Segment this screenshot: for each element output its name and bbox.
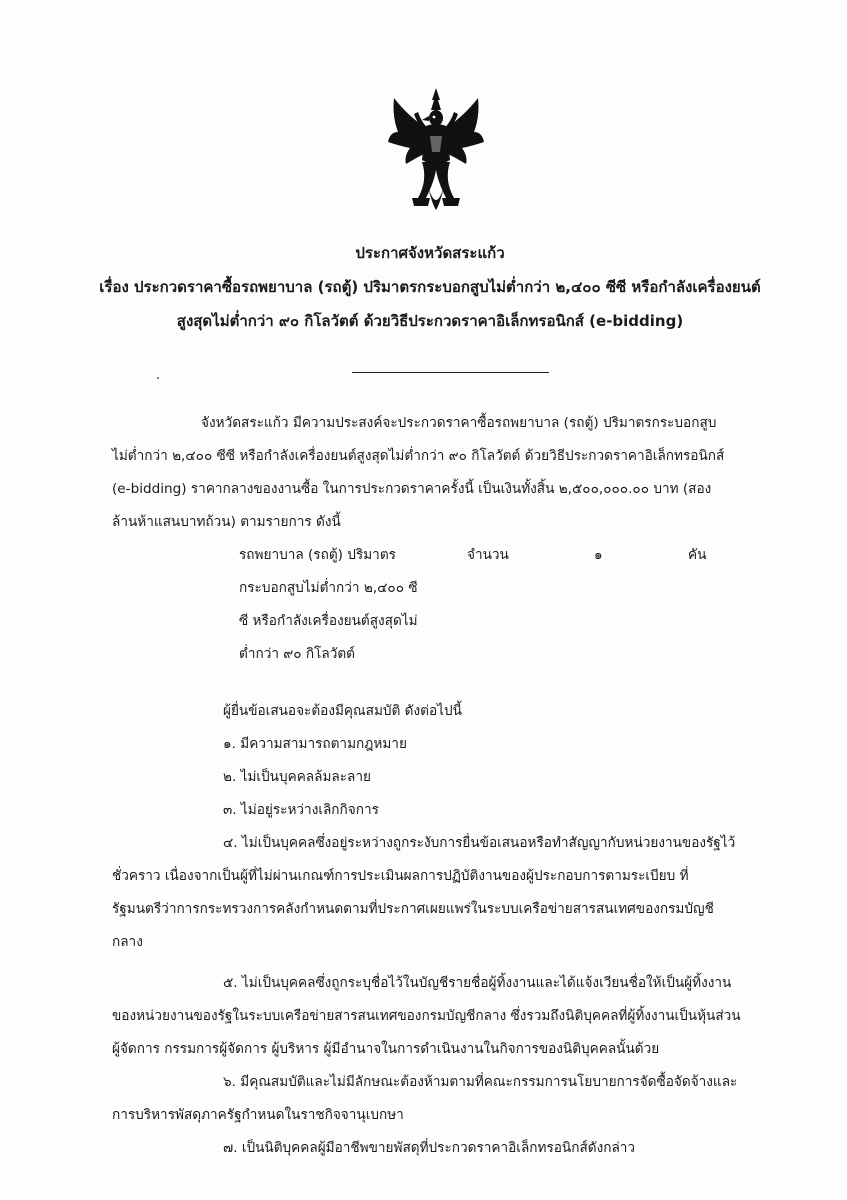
spacer xyxy=(171,671,771,695)
qualifications-heading: ผู้ยื่นข้อเสนอจะต้องมีคุณสมบัติ ดังต่อไปนี้ xyxy=(223,703,462,719)
qualification-2: ๒. ไม่เป็นบุคคลล้มละลาย xyxy=(223,769,371,785)
qualification-5-line-3: ผู้จัดการ กรรมการผู้จัดการ ผู้บริหาร ผู้มีอำนาจในการดำเนินงานในกิจการของนิติบุคคลนั้นด้วย xyxy=(112,1041,660,1057)
qualification-4-line-3: รัฐมนตรีว่าการกระทรวงการคลังกำหนดตามที่ประกาศเผยแพร่ในระบบเครือข่ายสารสนเทศของกรมบัญชี xyxy=(112,901,714,917)
qualification-5-line-1: ๕. ไม่เป็นบุคคลซึ่งถูกระบุชื่อไว้ในบัญชีรายชื่อผู้ทิ้งงานและได้แจ้งเวียนชื่อให้เป็นผู้ทิ้งงาน xyxy=(223,975,732,991)
qualification-7: ๗. เป็นนิติบุคคลผู้มีอาชีพขายพัสดุที่ประกวดราคาอิเล็กทรอนิกส์ดังกล่าว xyxy=(223,1140,636,1156)
qualification-6-line-2: การบริหารพัสดุภาครัฐกำหนดในราชกิจจานุเบกษา xyxy=(112,1107,404,1123)
announcement-subject-line-2: สูงสุดไม่ต่ำกว่า ๙๐ กิโลวัตต์ ด้วยวิธีประกวดราคาอิเล็กทรอนิกส์ (e-bidding) xyxy=(176,312,684,330)
qualification-4-line-4: กลาง xyxy=(112,934,143,950)
stray-dot xyxy=(157,377,159,379)
title-divider xyxy=(352,372,549,373)
spacer xyxy=(171,959,771,967)
qualification-4-line-2: ชั่วคราว เนื่องจากเป็นผู้ที่ไม่ผ่านเกณฑ์การประเมินผลการปฏิบัติงานของผู้ประกอบการตามระเบียบ ที่ xyxy=(112,868,689,884)
item-description-line: ซี หรือกำลังเครื่องยนต์สูงสุดไม่ xyxy=(239,613,418,629)
announcement-title-block xyxy=(60,236,800,338)
item-description-line: ต่ำกว่า ๙๐ กิโลวัตต์ xyxy=(239,646,356,662)
item-description-line: กระบอกสูบไม่ต่ำกว่า ๒,๔๐๐ ซี xyxy=(239,580,418,596)
item-quantity-label: จำนวน xyxy=(467,547,509,563)
item-quantity: ๑ xyxy=(594,547,603,563)
intro-line-2: ไม่ต่ำกว่า ๒,๔๐๐ ซีซี หรือกำลังเครื่องยนต์สูงสุดไม่ต่ำกว่า ๙๐ กิโลวัตต์ ด้วยวิธีประกวดราคาอิเล็กทรอนิกส์ xyxy=(112,448,725,464)
intro-line-3: (e-bidding) ราคากลางของงานซื้อ ในการประกวดราคาครั้งนี้ เป็นเงินทั้งสิ้น ๒,๕๐๐,๐๐๐.๐๐ บาท (สอง xyxy=(112,481,712,497)
qualification-4-line-1: ๔. ไม่เป็นบุคคลซึ่งอยู่ระหว่างถูกระงับการยื่นข้อเสนอหรือทำสัญญากับหน่วยงานของรัฐไว้ xyxy=(223,835,736,851)
announcement-body xyxy=(112,407,771,1165)
qualification-5-line-2: ของหน่วยงานของรัฐในระบบเครือข่ายสารสนเทศของกรมบัญชีกลาง ซึ่งรวมถึงนิติบุคคลที่ผู้ทิ้งงานเป็นหุ้นส่วน xyxy=(112,1008,741,1024)
intro-line-4: ล้านห้าแสนบาทถ้วน) ตามรายการ ดังนี้ xyxy=(112,514,341,530)
item-description-line: รถพยาบาล (รถตู้) ปริมาตร xyxy=(239,547,396,563)
announcement-title: ประกาศจังหวัดสระแก้ว xyxy=(355,244,505,262)
qualification-3: ๓. ไม่อยู่ระหว่างเลิกกิจการ xyxy=(223,802,379,818)
item-unit: คัน xyxy=(688,547,707,563)
announcement-subject-line-1: เรื่อง ประกวดราคาซื้อรถพยาบาล (รถตู้) ปริมาตรกระบอกสูบไม่ต่ำกว่า ๒,๔๐๐ ซีซี หรือกำลังเครื่องยนต์ xyxy=(99,278,761,296)
qualification-6-line-1: ๖. มีคุณสมบัติและไม่มีลักษณะต้องห้ามตามที่คณะกรรมการนโยบายการจัดซื้อจัดจ้างและ xyxy=(223,1074,738,1090)
garuda-emblem xyxy=(388,86,484,216)
intro-line-1: จังหวัดสระแก้ว มีความประสงค์จะประกวดราคาซื้อรถพยาบาล (รถตู้) ปริมาตรกระบอกสูบ xyxy=(201,415,717,431)
item-row xyxy=(171,539,771,572)
qualification-1: ๑. มีความสามารถตามกฎหมาย xyxy=(223,736,407,752)
